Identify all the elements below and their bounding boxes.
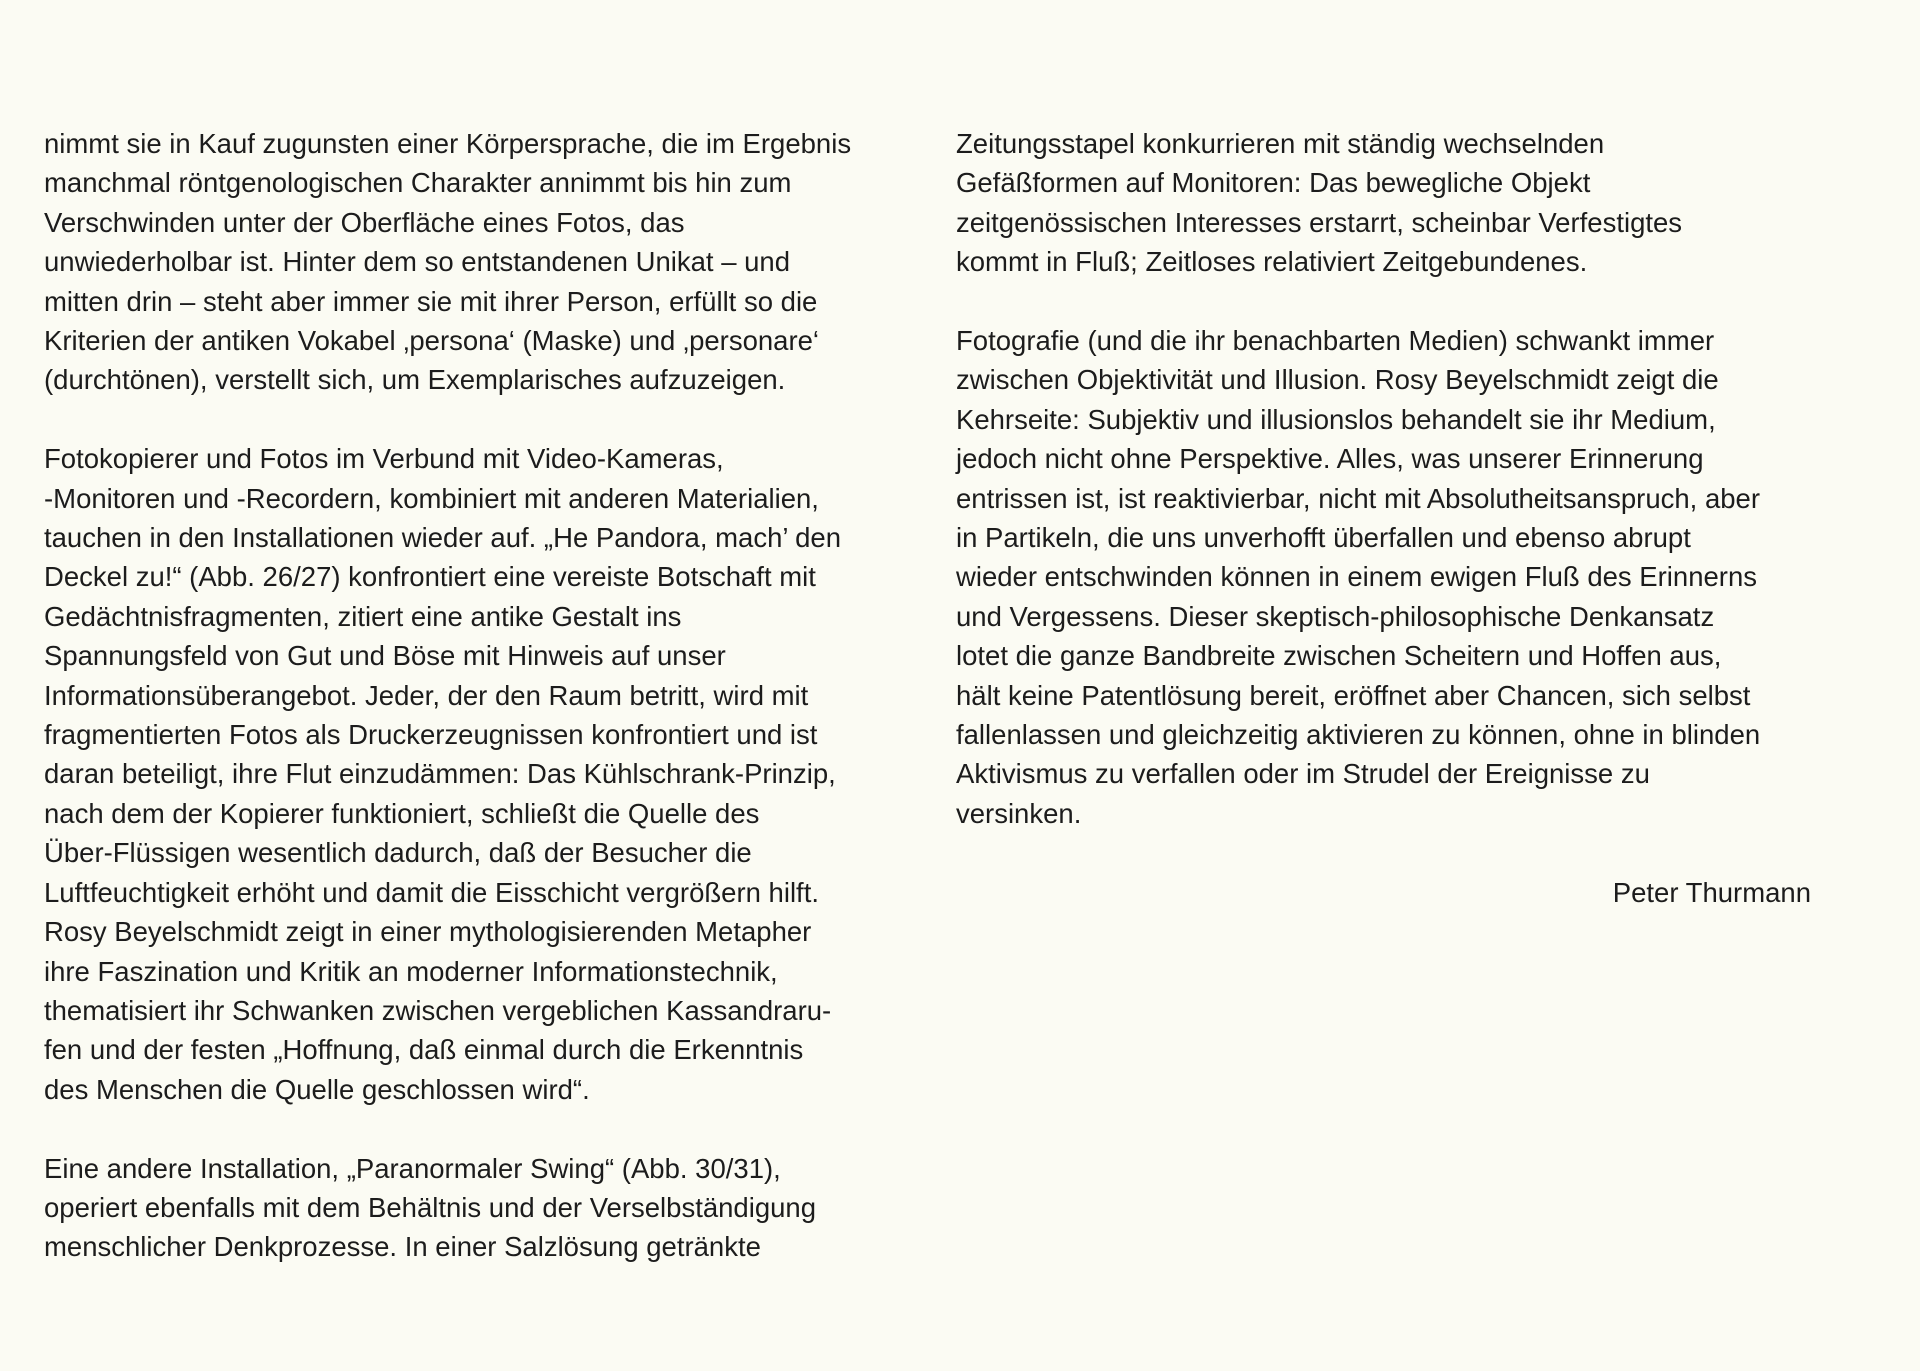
text-line: Eine andere Installation, „Paranormaler Swing“ (Abb. 30/31), — [44, 1152, 781, 1184]
text-line: lotet die ganze Bandbreite zwischen Scheitern und Hoffen aus, — [956, 640, 1722, 672]
text-line: Fotografie (und die ihr benachbarten Medien) schwankt immer — [956, 325, 1715, 357]
text-line: Aktivismus zu verfallen oder im Strudel der Ereignisse zu — [956, 758, 1650, 790]
left-text-column — [44, 124, 924, 1306]
text-line: Rosy Beyelschmidt zeigt in einer mythologisierenden Metapher — [44, 916, 812, 948]
text-line: fallenlassen und gleichzeitig aktivieren zu können, ohne in blinden — [956, 719, 1761, 751]
text-line: Spannungsfeld von Gut und Böse mit Hinweis auf unser — [44, 640, 726, 672]
text-line: daran beteiligt, ihre Flut einzudämmen: Das Kühlschrank-Prinzip, — [44, 758, 836, 790]
text-line: operiert ebenfalls mit dem Behältnis und der Verselbständigung — [44, 1191, 817, 1223]
text-line: ihre Faszination und Kritik an moderner Informationstechnik, — [44, 955, 778, 987]
text-line: tauchen in den Installationen wieder auf. „He Pandora, mach’ den — [44, 522, 841, 554]
text-line: hält keine Patentlösung bereit, eröffnet aber Chancen, sich selbst — [956, 679, 1751, 711]
text-line: zwischen Objektivität und Illusion. Rosy Beyelschmidt zeigt die — [956, 364, 1719, 396]
text-line: Gedächtnisfragmenten, zitiert eine antike Gestalt ins — [44, 600, 682, 632]
text-line: Zeitungsstapel konkurrieren mit ständig wechselnden — [956, 128, 1605, 159]
text-line: Kriterien der antiken Vokabel ‚persona‘ (Maske) und ‚personare‘ — [44, 325, 820, 357]
text-line: in Partikeln, die uns unverhofft überfallen und ebenso abrupt — [956, 522, 1691, 554]
text-line: Kehrseite: Subjektiv und illusionslos behandelt sie ihr Medium, — [956, 403, 1716, 435]
text-line: manchmal röntgenologischen Charakter annimmt bis hin zum — [44, 167, 792, 199]
text-line: Informationsüberangebot. Jeder, der den Raum betritt, wird mit — [44, 679, 809, 711]
text-line: Fotokopierer und Fotos im Verbund mit Video-Kameras, — [44, 443, 724, 475]
text-line: fragmentierten Fotos als Druckerzeugnissen konfrontiert und ist — [44, 719, 818, 751]
paragraph — [956, 321, 1836, 833]
text-line: entrissen ist, ist reaktivierbar, nicht mit Absolutheitsanspruch, aber — [956, 482, 1760, 514]
paragraph — [956, 124, 1836, 282]
text-line: fen und der festen „Hoffnung, daß einmal durch die Erkenntnis — [44, 1034, 804, 1066]
text-line: Deckel zu!“ (Abb. 26/27) konfrontiert eine vereiste Botschaft mit — [44, 561, 816, 593]
text-line: thematisiert ihr Schwanken zwischen vergeblichen Kassandraru- — [44, 994, 832, 1026]
text-line: und Vergessens. Dieser skeptisch-philosophische Denkansatz — [956, 600, 1715, 632]
paragraph — [44, 124, 924, 400]
text-line: nach dem der Kopierer funktioniert, schließt die Quelle des — [44, 797, 760, 829]
text-line: kommt in Fluß; Zeitloses relativiert Zeitgebundenes. — [956, 246, 1588, 278]
text-line: (durchtönen), verstellt sich, um Exemplarisches aufzuzeigen. — [44, 364, 786, 396]
text-line: Luftfeuchtigkeit erhöht und damit die Eisschicht vergrößern hilft. — [44, 876, 819, 908]
paragraph — [44, 1149, 924, 1267]
text-line: nimmt sie in Kauf zugunsten einer Körpersprache, die im Ergebnis — [44, 128, 852, 159]
text-line: Verschwinden unter der Oberfläche eines Fotos, das — [44, 206, 685, 238]
text-line: versinken. — [956, 797, 1082, 829]
text-line: Gefäßformen auf Monitoren: Das bewegliche Objekt — [956, 167, 1591, 199]
text-line: -Monitoren und -Recordern, kombiniert mit anderen Materialien, — [44, 482, 819, 514]
text-line: mitten drin – steht aber immer sie mit ihrer Person, erfüllt so die — [44, 285, 818, 317]
text-line: wieder entschwinden können in einem ewigen Fluß des Erinnerns — [956, 561, 1758, 593]
text-line: zeitgenössischen Interesses erstarrt, scheinbar Verfestigtes — [956, 206, 1683, 238]
right-text-column — [956, 124, 1836, 873]
text-line: des Menschen die Quelle geschlossen wird“. — [44, 1073, 590, 1105]
text-line: unwiederholbar ist. Hinter dem so entstandenen Unikat – und — [44, 246, 791, 278]
text-line: jedoch nicht ohne Perspektive. Alles, was unserer Erinnerung — [956, 443, 1704, 475]
text-line: Über-Flüssigen wesentlich dadurch, daß der Besucher die — [44, 837, 752, 869]
text-line: menschlicher Denkprozesse. In einer Salzlösung getränkte — [44, 1231, 761, 1263]
author-signature: Peter Thurmann — [1612, 877, 1811, 908]
paragraph — [44, 439, 924, 1109]
